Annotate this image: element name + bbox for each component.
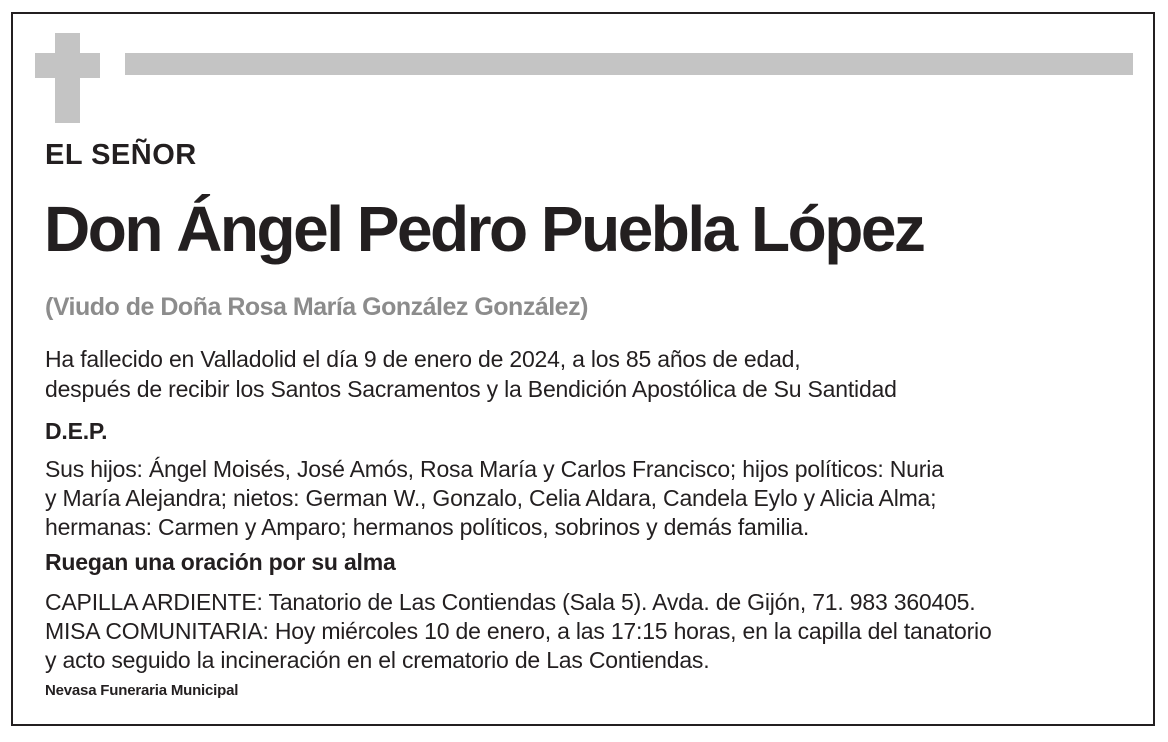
family-line-1: Sus hijos: Ángel Moisés, José Amós, Rosa María y Carlos Francisco; hijos políticos: Nuria [45, 456, 944, 482]
prayer-request: Ruegan una oración por su alma [45, 549, 396, 575]
family-line-3: hermanas: Carmen y Amparo; hermanos políticos, sobrinos y demás familia. [45, 514, 810, 540]
details-line-3: y acto seguido la incineración en el crematorio de Las Contiendas. [45, 647, 710, 673]
details-line-1: CAPILLA ARDIENTE: Tanatorio de Las Contiendas (Sala 5). Avda. de Gijón, 71. 983 360405. [45, 589, 976, 615]
widow-of-line: (Viudo de Doña Rosa María González González) [45, 293, 588, 321]
funeral-home: Nevasa Funeraria Municipal [45, 682, 239, 699]
dep-label: D.E.P. [45, 418, 108, 444]
details-line-2: MISA COMUNITARIA: Hoy miércoles 10 de enero, a las 17:15 horas, en la capilla del tanatorio [45, 618, 992, 644]
title-prefix: EL SEÑOR [45, 139, 197, 171]
announcement-line-1: Ha fallecido en Valladolid el día 9 de enero de 2024, a los 85 años de edad, [45, 346, 801, 372]
header-rule [125, 53, 1133, 75]
deceased-name: Don Ángel Pedro Puebla López [44, 193, 924, 265]
cross-icon-vertical [55, 33, 80, 123]
family-line-2: y María Alejandra; nietos: German W., Gonzalo, Celia Aldara, Candela Eylo y Alicia Alma; [45, 485, 937, 511]
announcement-line-2: después de recibir los Santos Sacramentos y la Bendición Apostólica de Su Santidad [45, 376, 897, 402]
cross-icon-horizontal [35, 53, 100, 78]
